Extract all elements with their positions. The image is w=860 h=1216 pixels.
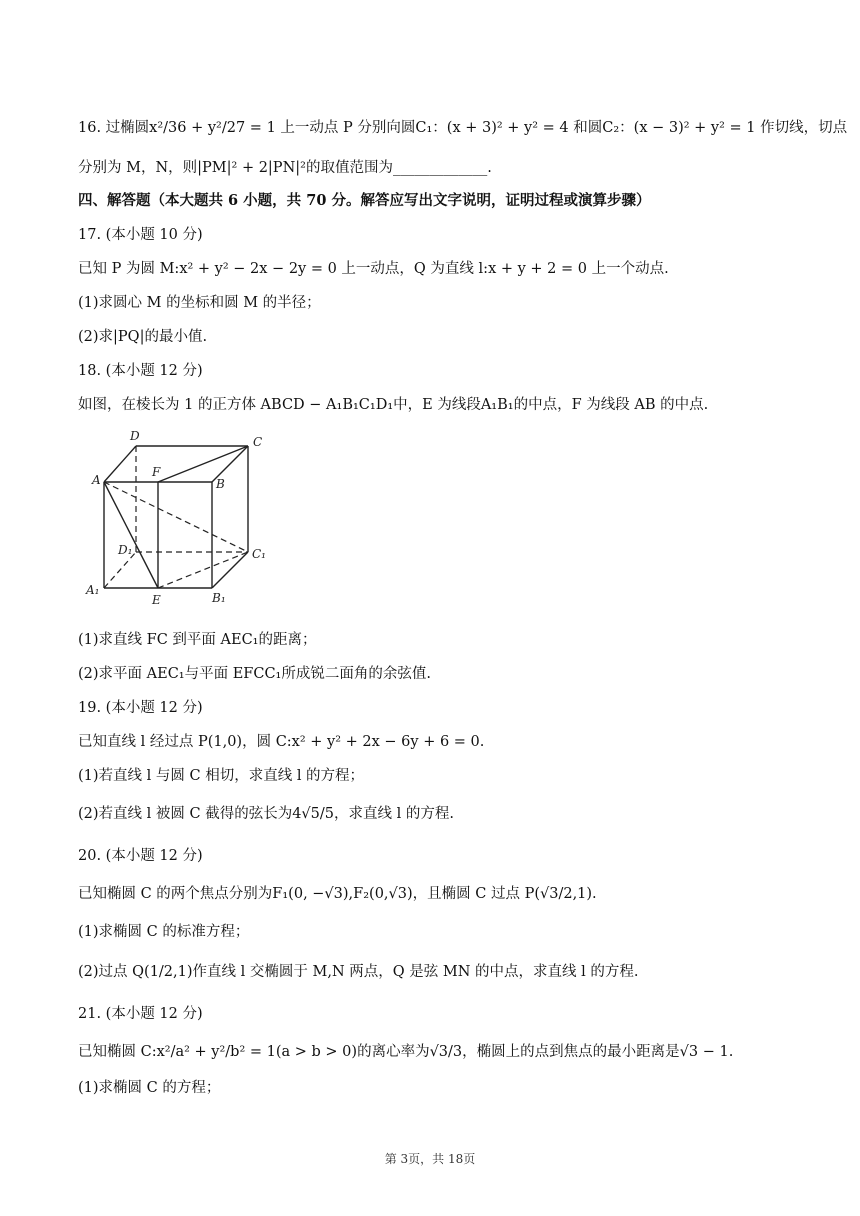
problem-19-stem: 已知直线 l 经过点 P(1,0)，圆 C:x² + y² + 2x − 6y + 6 = 0. [78,734,485,750]
label-A: A [92,473,101,487]
segment-AE [104,482,158,588]
problem-17-part-1: (1)求圆心 M 的坐标和圆 M 的半径； [78,295,321,311]
problem-20-header: 20. (本小题 12 分) [78,848,203,864]
hidden-segment-EC1 [158,552,248,588]
label-D: D [130,429,140,443]
label-A1: A₁ [86,583,100,597]
page-footer: 第 3页，共 18页 [384,1152,476,1166]
problem-21-part-1: (1)求椭圆 C 的方程； [78,1080,221,1096]
label-E: E [152,593,161,607]
problem-18-stem: 如图，在棱长为 1 的正方体 ABCD − A₁B₁C₁D₁中，E 为线段A₁B₁的中点，F 为线段 AB 的中点. [78,397,709,413]
problem-18-header: 18. (本小题 12 分) [78,363,203,379]
problem-20-stem: 已知椭圆 C 的两个焦点分别为F₁(0, −√3),F₂(0,√3)，且椭圆 C 过点 P(√3/2,1). [78,886,597,902]
label-B: B [216,477,225,491]
problem-18-part-1: (1)求直线 FC 到平面 AEC₁的距离； [78,632,317,648]
problem-20-part-1: (1)求椭圆 C 的标准方程； [78,924,250,940]
label-F: F [152,465,161,479]
hidden-segment-AC1 [104,482,248,552]
label-D1: D₁ [118,543,133,557]
problem-20-part-2: (2)过点 Q(1/2,1)作直线 l 交椭圆于 M,N 两点，Q 是弦 MN 的中点，求直线 l 的方程. [78,964,639,980]
problem-19-header: 19. (本小题 12 分) [78,700,203,716]
label-C: C [253,435,263,449]
segment-FC [158,446,248,482]
problem-17-part-2: (2)求|PQ|的最小值. [78,329,208,345]
problem-16-line-1: 16. 过椭圆x²/36 + y²/27 = 1 上一动点 P 分别向圆C₁：(x + 3)² + y² = 4 和圆C₂：(x − 3)² + y² = 1 作切线，切点 [78,120,848,136]
problem-21-header: 21. (本小题 12 分) [78,1006,203,1022]
edge-B1C1 [212,552,248,588]
label-C1: C₁ [252,547,266,561]
problem-17-header: 17. (本小题 10 分) [78,227,203,243]
edge-AD [104,446,136,482]
problem-19-part-2: (2)若直线 l 被圆 C 截得的弦长为4√5/5，求直线 l 的方程. [78,806,454,822]
cube-figure [82,426,282,610]
problem-17-stem: 已知 P 为圆 M:x² + y² − 2x − 2y = 0 上一动点，Q 为直线 l:x + y + 2 = 0 上一个动点. [78,261,669,277]
problem-16-line-2: 分别为 M，N，则|PM|² + 2|PN|²的取值范围为_____________. [78,160,492,176]
problem-21-stem: 已知椭圆 C:x²/a² + y²/b² = 1(a > b > 0)的离心率为√3/3，椭圆上的点到焦点的最小距离是√3 − 1. [78,1044,734,1060]
section-heading: 四、解答题（本大题共 6 小题，共 70 分。解答应写出文字说明，证明过程或演算步骤） [78,192,651,209]
label-B1: B₁ [212,591,226,605]
problem-18-part-2: (2)求平面 AEC₁与平面 EFCC₁所成锐二面角的余弦值. [78,666,431,682]
problem-19-part-1: (1)若直线 l 与圆 C 相切，求直线 l 的方程； [78,768,365,784]
hidden-edge-A1D1 [104,552,136,588]
